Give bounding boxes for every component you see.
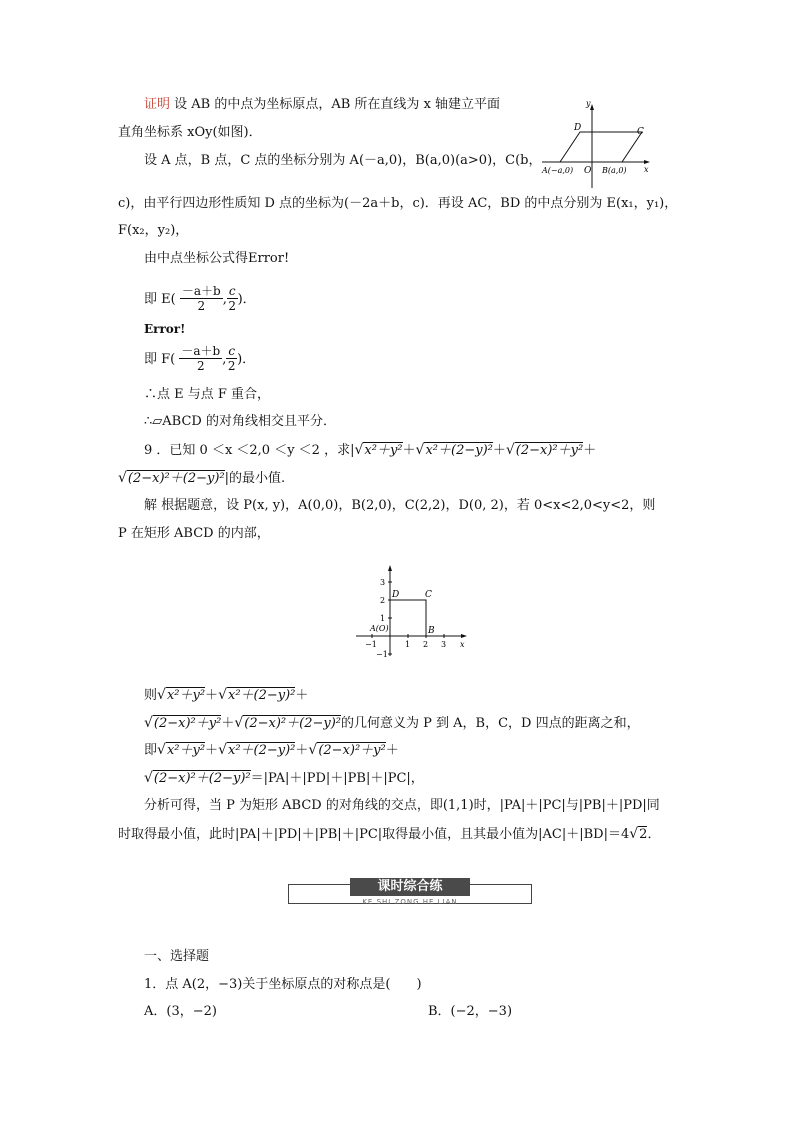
fig2-ytick-3: 3: [380, 578, 386, 587]
fig2-ytick-m1: −1: [376, 650, 388, 659]
solution-text-1: 根据题意，设 P(x, y)，A(0,0)，B(2,0)，C(2,2)，D(0, 2)，若 0<x<2,0<y<2，则: [161, 498, 656, 513]
proof-line-3: 设 A 点，B 点，C 点的坐标分别为 A(－a,0)，B(a,0)(a>0)，C(b，: [144, 153, 542, 168]
fig1-b-label: B(a,0): [602, 166, 627, 175]
fig2-xtick-2: 2: [423, 640, 429, 649]
fig2-d-label: D: [392, 590, 400, 600]
root-3: (2−x)²＋y²: [515, 443, 584, 458]
proof-text-1: 设 AB 的中点为坐标原点，AB 所在直线为 x 轴建立平面: [174, 97, 501, 112]
problem-9-line-2: √(2−x)²＋(2−y)²|的最小值.: [118, 470, 286, 486]
fig2-xtick-m1: −1: [365, 640, 377, 649]
question-1: 1．点 A(2，−3)关于坐标原点的对称点是( ): [144, 977, 422, 992]
eq-rhs: ＝|PA|＋|PD|＋|PB|＋|PC|，: [250, 771, 424, 786]
coincide-line: ∴点 E 与点 F 重合，: [144, 387, 271, 402]
f-fraction-y: $\frac{c}{2}$: [227, 344, 236, 373]
root-4: (2−x)²＋(2−y)²: [127, 471, 225, 486]
parallelogram-figure: [540, 100, 652, 190]
proof-line-6: 由中点坐标公式得Error!: [144, 251, 290, 266]
f-fraction-x: $\frac{-a+b}{2}$: [181, 344, 221, 373]
fig2-b-label: B: [428, 626, 435, 636]
fig1-y-label: y: [586, 100, 591, 108]
problem-9-line-1: 9 ．已知 0 ＜x ＜2,0 ＜y ＜2 ，求|√x²＋y²＋√x²＋(2−y)²＋√(2−x)²＋y²＋: [144, 442, 597, 458]
e-fraction-x: $\frac{-a+b}{2}$: [181, 284, 221, 313]
fig1-a-label: A(−a,0): [542, 166, 574, 175]
solution-line-2: P 在矩形 ABCD 的内部，: [118, 526, 270, 541]
proof-line-2: 直角坐标系 xOy(如图)．: [118, 125, 262, 140]
option-a: A．(3，−2): [144, 1004, 217, 1019]
solution-label: 解: [144, 498, 158, 513]
solution-geometric-line: √(2−x)²＋y²＋√(2−x)²＋(2−y)²的几何意义为 P 到 A，B，C，D 四点的距离之和，: [144, 715, 640, 731]
proof-line-4: c)，由平行四边形性质知 D 点的坐标为(－2a＋b，c)．再设 AC，BD 的中点分别为 E(x₁，y₁)，: [118, 196, 678, 211]
bisect-line: ∴▱ABCD 的对角线相交且平分．: [144, 414, 336, 429]
banner-subtitle: KE SHI ZONG HE LIAN: [362, 898, 458, 906]
section-banner: [288, 878, 532, 908]
proof-label: 证明: [144, 97, 171, 112]
solution-ji-line: 即√x²＋y²＋√x²＋(2−y)²＋√(2−x)²＋y²＋: [144, 742, 399, 758]
fig2-xtick-3: 3: [441, 640, 447, 649]
e-fraction-y: $\frac{c}{2}$: [228, 284, 237, 313]
fig1-d-label: D: [574, 123, 582, 133]
analysis-root: 2: [639, 827, 648, 842]
fig1-c-label: C: [637, 127, 644, 137]
root-1: x²＋y²: [364, 443, 403, 458]
proof-line-5: F(x₂，y₂)，: [118, 223, 189, 238]
geometric-meaning: 的几何意义为 P 到 A，B，C，D 四点的距离之和，: [340, 716, 640, 731]
section-heading: 一、选择题: [144, 949, 210, 964]
error-text-2: Error!: [144, 322, 186, 336]
analysis-line-2: 时取得最小值，此时|PA|＋|PD|＋|PB|＋|PC|取得最小值，且其最小值为|AC|＋|BD|＝4√2．: [118, 826, 661, 842]
fig2-ytick-1: 1: [380, 614, 386, 623]
problem-9-tail: |的最小值.: [224, 471, 286, 486]
fig2-c-label: C: [425, 590, 432, 600]
root-2: x²＋(2−y)²: [425, 443, 493, 458]
e-midpoint-line: 即 E( $\frac{-a+b}{2}$ , $\frac{c}{2}$ )．: [144, 284, 256, 313]
fig1-o-label: O: [584, 166, 592, 176]
f-suffix: )．: [237, 352, 256, 367]
solution-then-line: 则√x²＋y²＋√x²＋(2−y)²＋: [144, 687, 309, 703]
fig2-ytick-2: 2: [380, 596, 386, 605]
banner-title: 课时综合练: [350, 878, 470, 896]
fig1-x-label: x: [644, 165, 649, 174]
e-suffix: )．: [237, 292, 256, 307]
rectangle-figure: [350, 560, 470, 660]
solution-eq-line: √(2−x)²＋(2−y)²＝|PA|＋|PD|＋|PB|＋|PC|，: [144, 770, 424, 786]
solution-line-1: [144, 497, 655, 515]
fig2-x-label: x: [460, 640, 465, 649]
fig2-xtick-1: 1: [405, 640, 411, 649]
f-prefix: 即 F(: [144, 352, 176, 367]
fig2-a-label: A(O): [370, 624, 389, 633]
problem-9-lead: 9 ．已知 0 ＜x ＜2,0 ＜y ＜2 ，求|: [144, 443, 355, 458]
f-midpoint-line: 即 F( $\frac{-a+b}{2}$ , $\frac{c}{2}$ )．: [144, 344, 256, 373]
proof-line-1: [144, 96, 500, 114]
e-prefix: 即 E(: [144, 292, 176, 307]
analysis-line-1: 分析可得，当 P 为矩形 ABCD 的对角线的交点，即(1,1)时，|PA|＋|PC|与|PB|＋|PD|同: [144, 798, 660, 813]
option-b: B．(−2，−3): [428, 1004, 513, 1019]
